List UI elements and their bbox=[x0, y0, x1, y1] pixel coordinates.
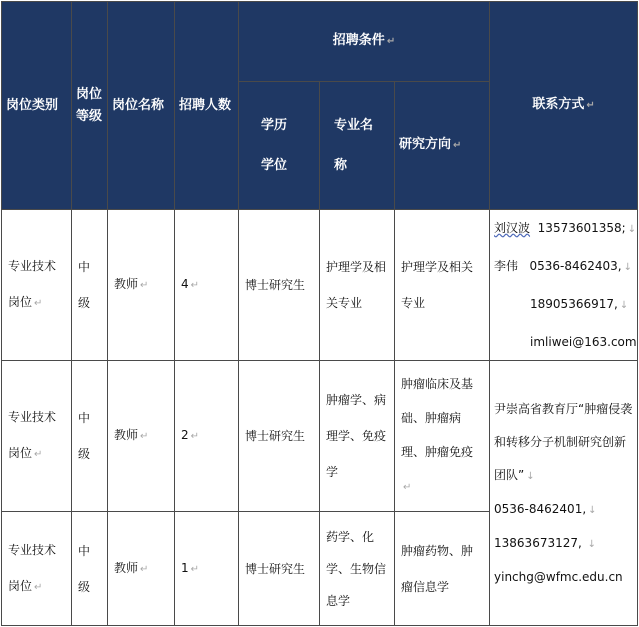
cell-text: 教师 bbox=[114, 428, 139, 442]
line-break-icon: ↓ bbox=[627, 224, 637, 235]
cell-category bbox=[2, 512, 72, 626]
header-count-label: 招聘人数 bbox=[179, 97, 232, 113]
cell-text: 肿瘤药物、肿瘤信息学 bbox=[401, 543, 474, 594]
header-position-name-label: 岗位名称 bbox=[112, 97, 165, 113]
cell-text: 4 bbox=[181, 277, 189, 291]
cell-education bbox=[239, 361, 320, 512]
paragraph-mark-icon: ↵ bbox=[34, 298, 43, 309]
line-break-icon: ↓ bbox=[619, 300, 629, 311]
cell-research bbox=[395, 512, 490, 626]
cell-major bbox=[320, 210, 395, 361]
contact-email: imliwei@163.com bbox=[530, 335, 637, 349]
paragraph-mark-icon: ↵ bbox=[403, 482, 412, 493]
contact-name: 李伟 bbox=[494, 259, 519, 273]
header-level bbox=[72, 2, 108, 210]
header-education-label: 学历学位 bbox=[261, 117, 288, 173]
cell-contact-2 bbox=[490, 361, 638, 626]
cell-count bbox=[175, 512, 239, 626]
recruitment-table bbox=[1, 1, 638, 626]
cell-text: 专业技术岗位 bbox=[8, 259, 57, 309]
cell-text: 2 bbox=[181, 428, 189, 442]
cell-research bbox=[395, 361, 490, 512]
header-level-label: 岗位等级 bbox=[76, 86, 103, 124]
contact-phone: 13573601358; bbox=[537, 221, 626, 235]
cell-position-name bbox=[108, 512, 175, 626]
cell-level bbox=[72, 361, 108, 512]
cell-text: 专业技术岗位 bbox=[8, 410, 57, 460]
paragraph-mark-icon: ↵ bbox=[453, 140, 462, 151]
cell-position-name bbox=[108, 210, 175, 361]
cell-text: 中级 bbox=[78, 260, 91, 310]
cell-category bbox=[2, 361, 72, 512]
paragraph-mark-icon: ↵ bbox=[140, 431, 149, 442]
paragraph-mark-icon: ↵ bbox=[34, 449, 43, 460]
header-contact-label: 联系方式 bbox=[532, 97, 585, 112]
cell-major bbox=[320, 361, 395, 512]
cell-text: 中级 bbox=[78, 411, 91, 461]
cell-text: 中级 bbox=[78, 543, 91, 594]
header-category-label: 岗位类别 bbox=[6, 97, 59, 113]
cell-text: 博士研究生 bbox=[245, 561, 306, 576]
cell-text: 药学、化学、生物信息学 bbox=[326, 529, 387, 608]
cell-text: 1 bbox=[181, 560, 189, 575]
cell-text: 教师 bbox=[114, 560, 139, 575]
contact-phone: 0536-8462403, bbox=[529, 259, 622, 273]
cell-level bbox=[72, 512, 108, 626]
paragraph-mark-icon: ↵ bbox=[386, 36, 396, 47]
cell-text: 博士研究生 bbox=[245, 429, 306, 443]
contact-team: 尹崇高省教育厅“肿瘤侵袭和转移分子机制研究创新团队” bbox=[494, 401, 633, 482]
cell-major bbox=[320, 512, 395, 626]
contact-phone: 13863673127, bbox=[494, 535, 582, 550]
header-count bbox=[175, 2, 239, 210]
line-break-icon: ↓ bbox=[587, 538, 597, 550]
header-category bbox=[2, 2, 72, 210]
cell-text: 护理学及相关专业 bbox=[401, 260, 474, 310]
header-major-label: 专业名称 bbox=[334, 117, 374, 173]
header-contact bbox=[490, 2, 638, 210]
cell-count bbox=[175, 361, 239, 512]
table-row bbox=[2, 361, 638, 512]
cell-research bbox=[395, 210, 490, 361]
line-break-icon: ↓ bbox=[526, 470, 535, 482]
cell-text: 护理学及相关专业 bbox=[326, 260, 387, 310]
contact-phone: 18905366917, bbox=[530, 297, 618, 311]
header-conditions bbox=[239, 2, 490, 82]
header-research bbox=[395, 82, 490, 210]
paragraph-mark-icon: ↵ bbox=[586, 100, 595, 111]
paragraph-mark-icon: ↵ bbox=[190, 431, 200, 442]
header-conditions-label: 招聘条件 bbox=[332, 33, 385, 48]
cell-text: 博士研究生 bbox=[245, 278, 306, 292]
cell-category bbox=[2, 210, 72, 361]
header-position-name bbox=[108, 2, 175, 210]
paragraph-mark-icon: ↵ bbox=[140, 563, 149, 575]
header-research-label: 研究方向 bbox=[399, 137, 452, 152]
cell-count bbox=[175, 210, 239, 361]
cell-position-name bbox=[108, 361, 175, 512]
table-row bbox=[2, 210, 638, 361]
cell-contact-1 bbox=[490, 210, 638, 361]
contact-email: yinchg@wfmc.edu.cn bbox=[494, 569, 623, 584]
paragraph-mark-icon: ↵ bbox=[34, 581, 43, 593]
cell-text: 肿瘤学、病理学、免疫学 bbox=[326, 393, 387, 479]
cell-education bbox=[239, 512, 320, 626]
cell-text: 教师 bbox=[114, 277, 139, 291]
contact-name: 刘汉波 bbox=[494, 221, 531, 235]
contact-phone: 0536-8462401, bbox=[494, 501, 587, 516]
paragraph-mark-icon: ↵ bbox=[190, 563, 200, 575]
paragraph-mark-icon: ↵ bbox=[140, 280, 149, 291]
cell-level bbox=[72, 210, 108, 361]
cell-text: 肿瘤临床及基础、肿瘤病理、肿瘤免疫 bbox=[401, 377, 474, 459]
cell-text: 专业技术岗位 bbox=[8, 542, 57, 593]
cell-education bbox=[239, 210, 320, 361]
header-major bbox=[320, 82, 395, 210]
header-education bbox=[239, 82, 320, 210]
line-break-icon: ↓ bbox=[623, 262, 633, 273]
line-break-icon: ↓ bbox=[588, 504, 597, 516]
paragraph-mark-icon: ↵ bbox=[190, 280, 200, 291]
